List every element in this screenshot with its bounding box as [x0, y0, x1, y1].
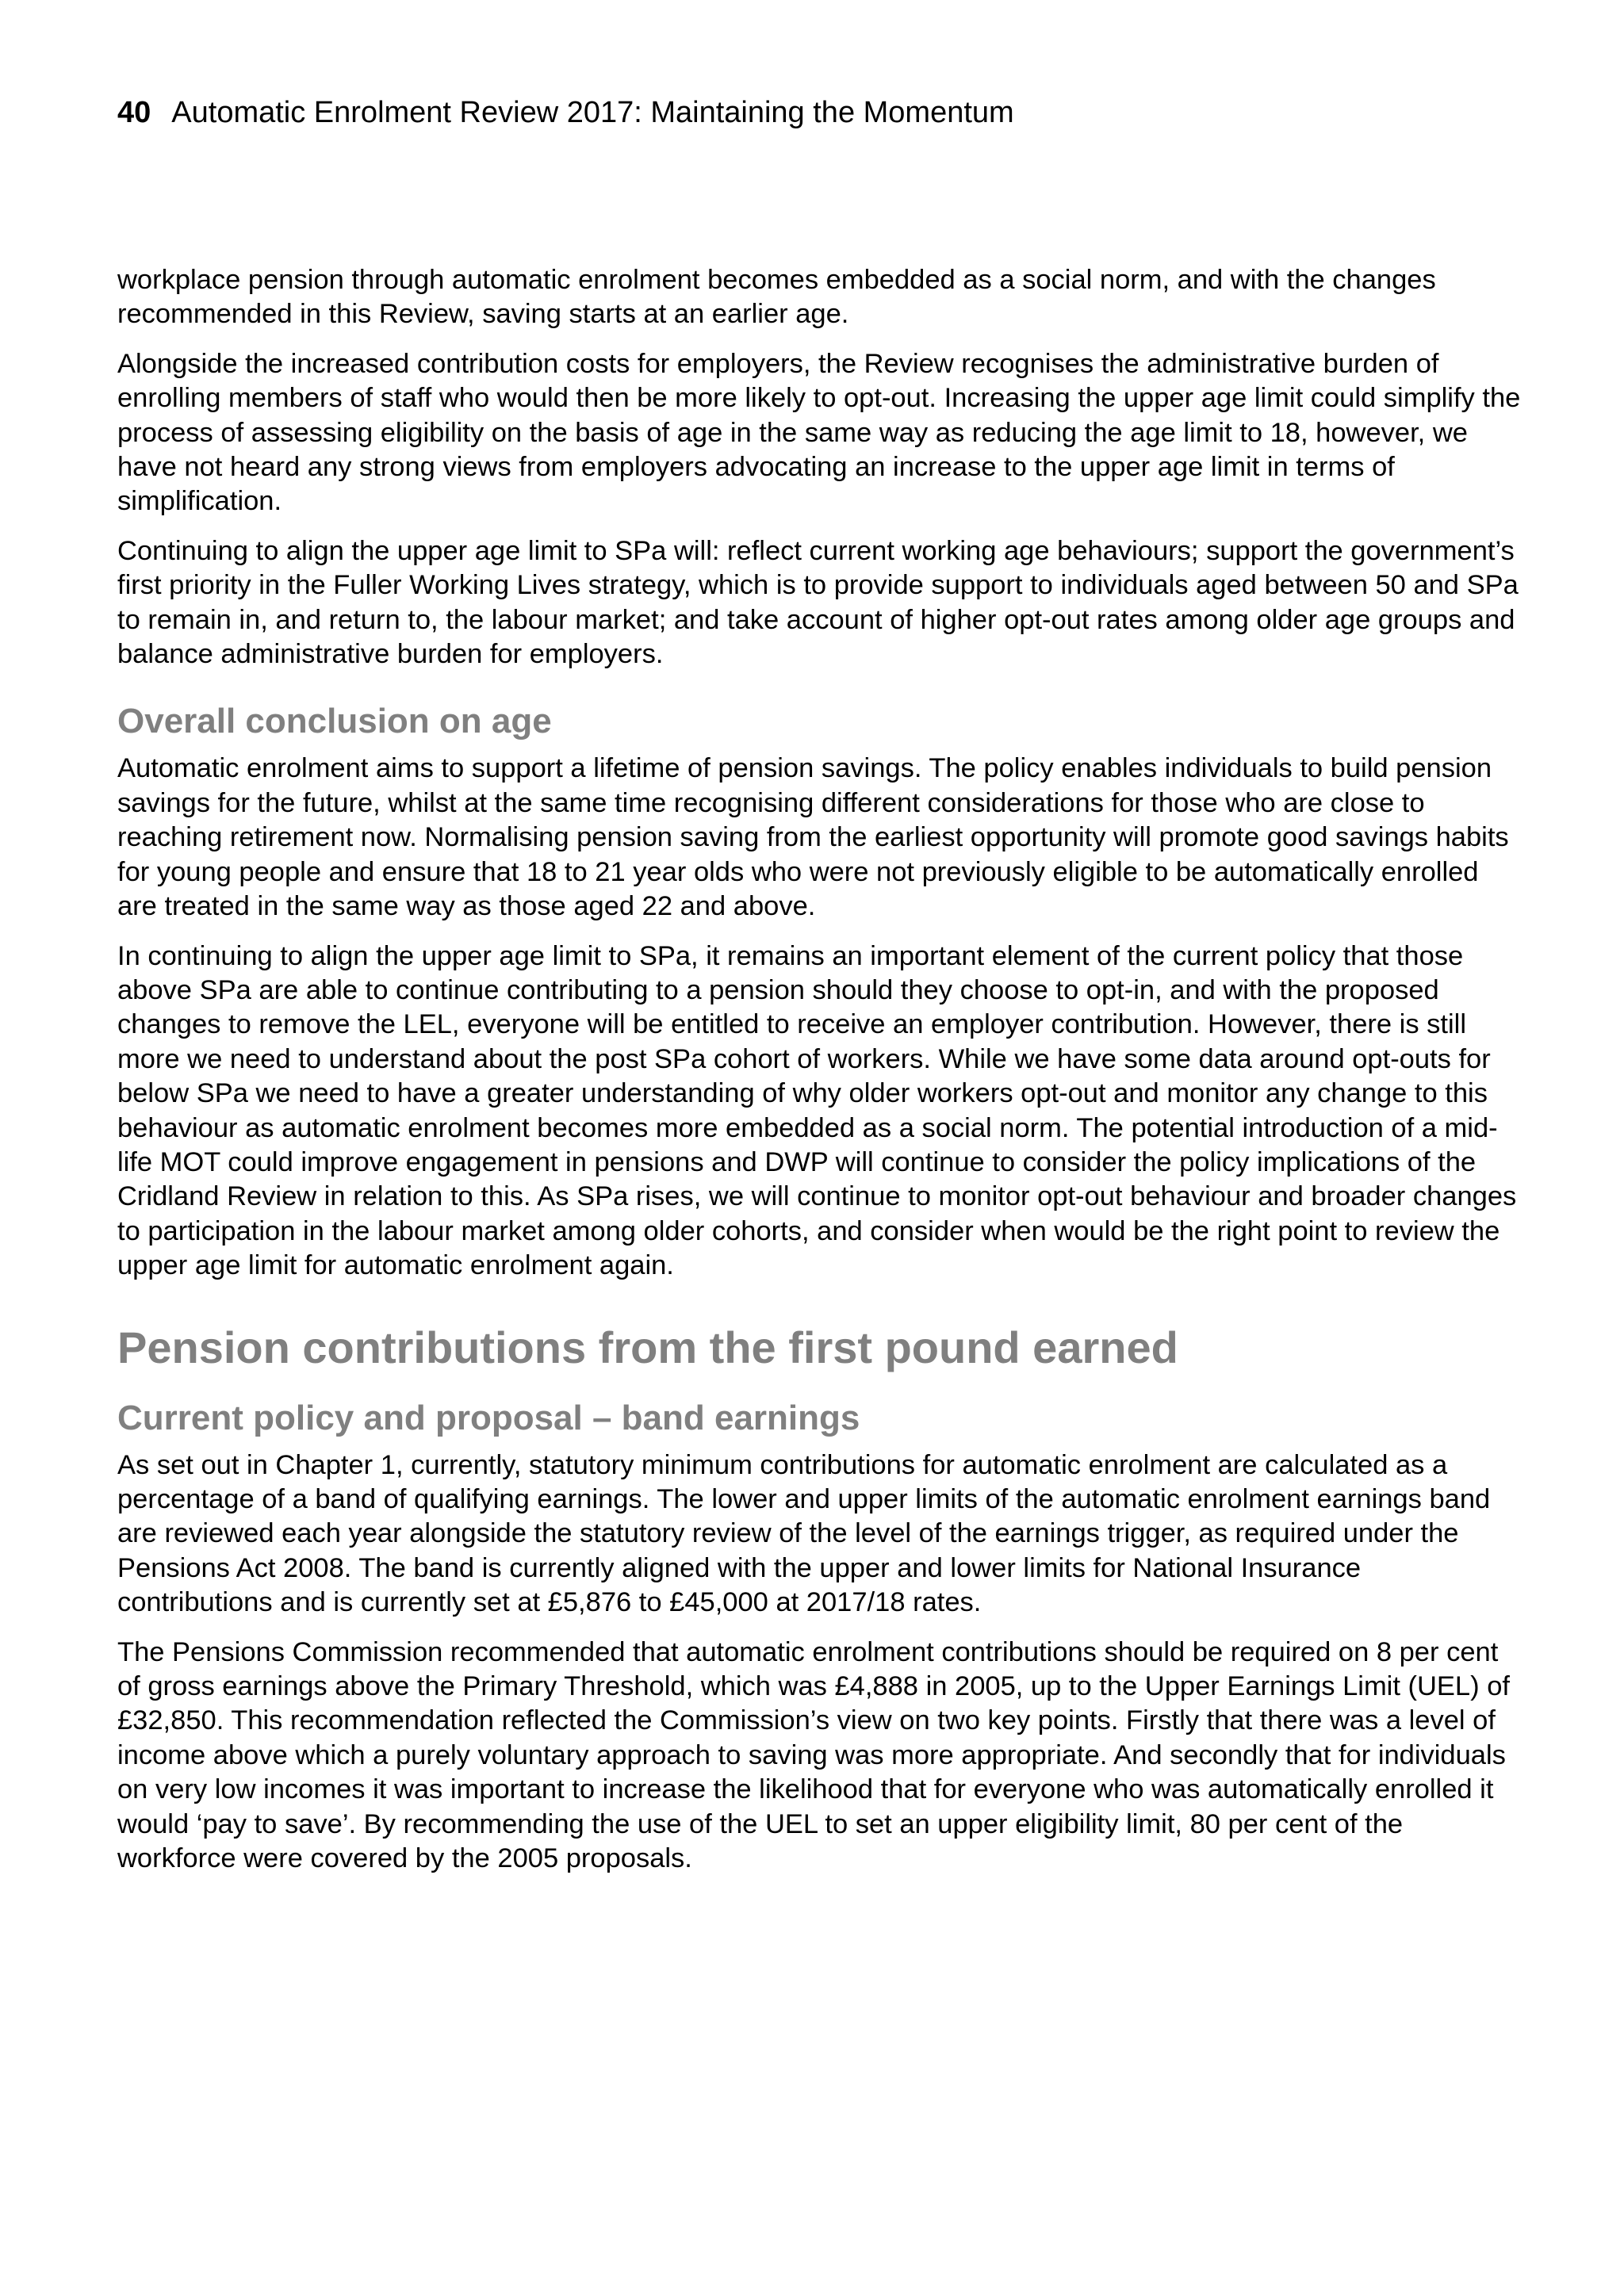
running-title: Automatic Enrolment Review 2017: Maintaining the Momentum — [171, 96, 1014, 129]
paragraph-pensions-commission: The Pensions Commission recommended that automatic enrolment contributions should be required on 8 per cent of gross earnings above the Primary Threshold, which was £4,888 in 2005, up to the Upper Earnings Limit (UEL) of £32,850. This recommendation reflected the Commission’s view on two key points. Firstly that there was a level of income above which a purely voluntary approach to saving was more appropriate. And secondly that for individuals on very low incomes it was important to increase the likelihood that for everyone who was automatically enrolled it would ‘pay to save’. By recommending the use of the UEL to set an upper eligibility limit, 80 per cent of the workforce were covered by the 2005 proposals. — [117, 1636, 1510, 1874]
heading-current-policy-band-earnings: Current policy and proposal – band earnings — [117, 1398, 860, 1437]
heading-pension-contributions: Pension contributions from the first pound earned — [117, 1322, 1178, 1372]
page-number: 40 — [117, 96, 151, 129]
paragraph-lifetime-savings: Automatic enrolment aims to support a lifetime of pension savings. The policy enables individuals to build pension savings for the future, whilst at the same time recognising different considerations for those who are close to reaching retirement now. Normalising pension saving from the earliest opportunity will promote good savings habits for young people and ensure that 18 to 21 year olds who were not previously eligible to be automatically enrolled are treated in the same way as those aged 22 and above. — [117, 753, 1509, 922]
paragraph-post-spa-cohort: In continuing to align the upper age limit to SPa, it remains an important element of the current policy that those above SPa are able to continue contributing to a pension should they choose to opt-in, and with the proposed changes to remove the LEL, everyone will be entitled to receive an employer contribution. However, there is still more we need to understand about the post SPa cohort of workers. While we have some data around opt-outs for below SPa we need to have a greater understanding of why older workers opt-out and monitor any change to this behaviour as automatic enrolment becomes more embedded as a social norm. The potential introduction of a mid-life MOT could improve engagement in pensions and DWP will continue to consider the policy implications of the Cridland Review in relation to this. As SPa rises, we will continue to monitor opt-out behaviour and broader changes to participation in the labour market among older cohorts, and consider when would be the right point to review the upper age limit for automatic enrolment again. — [117, 940, 1517, 1281]
running-header — [117, 94, 1014, 132]
paragraph-qualifying-earnings: As set out in Chapter 1, currently, statutory minimum contributions for automatic enrolment are calculated as a percentage of a band of qualifying earnings. The lower and upper limits of the automatic enrolment earnings band are reviewed each year alongside the statutory review of the level of the earnings trigger, as required under the Pensions Act 2008. The band is currently aligned with the upper and lower limits for National Insurance contributions and is currently set at £5,876 to £45,000 at 2017/18 rates. — [117, 1449, 1491, 1618]
document-body — [117, 263, 1521, 1891]
paragraph-align-upper-age: Continuing to align the upper age limit to SPa will: reflect current working age behaviours; support the government’s first priority in the Fuller Working Lives strategy, which is to provide support to individuals aged between 50 and SPa to remain in, and return to, the labour market; and take account of higher opt-out rates among older age groups and balance administrative burden for employers. — [117, 535, 1519, 670]
paragraph-social-norm: workplace pension through automatic enrolment becomes embedded as a social norm, and with the changes recommended in this Review, saving starts at an earlier age. — [117, 265, 1436, 330]
paragraph-administrative-burden: Alongside the increased contribution costs for employers, the Review recognises the administrative burden of enrolling members of staff who would then be more likely to opt-out. Increasing the upper age limit could simplify the process of assessing eligibility on the basis of age in the same way as reducing the age limit to 18, however, we have not heard any strong views from employers advocating an increase to the upper age limit in terms of simplification. — [117, 348, 1521, 517]
heading-overall-conclusion-on-age: Overall conclusion on age — [117, 702, 552, 741]
